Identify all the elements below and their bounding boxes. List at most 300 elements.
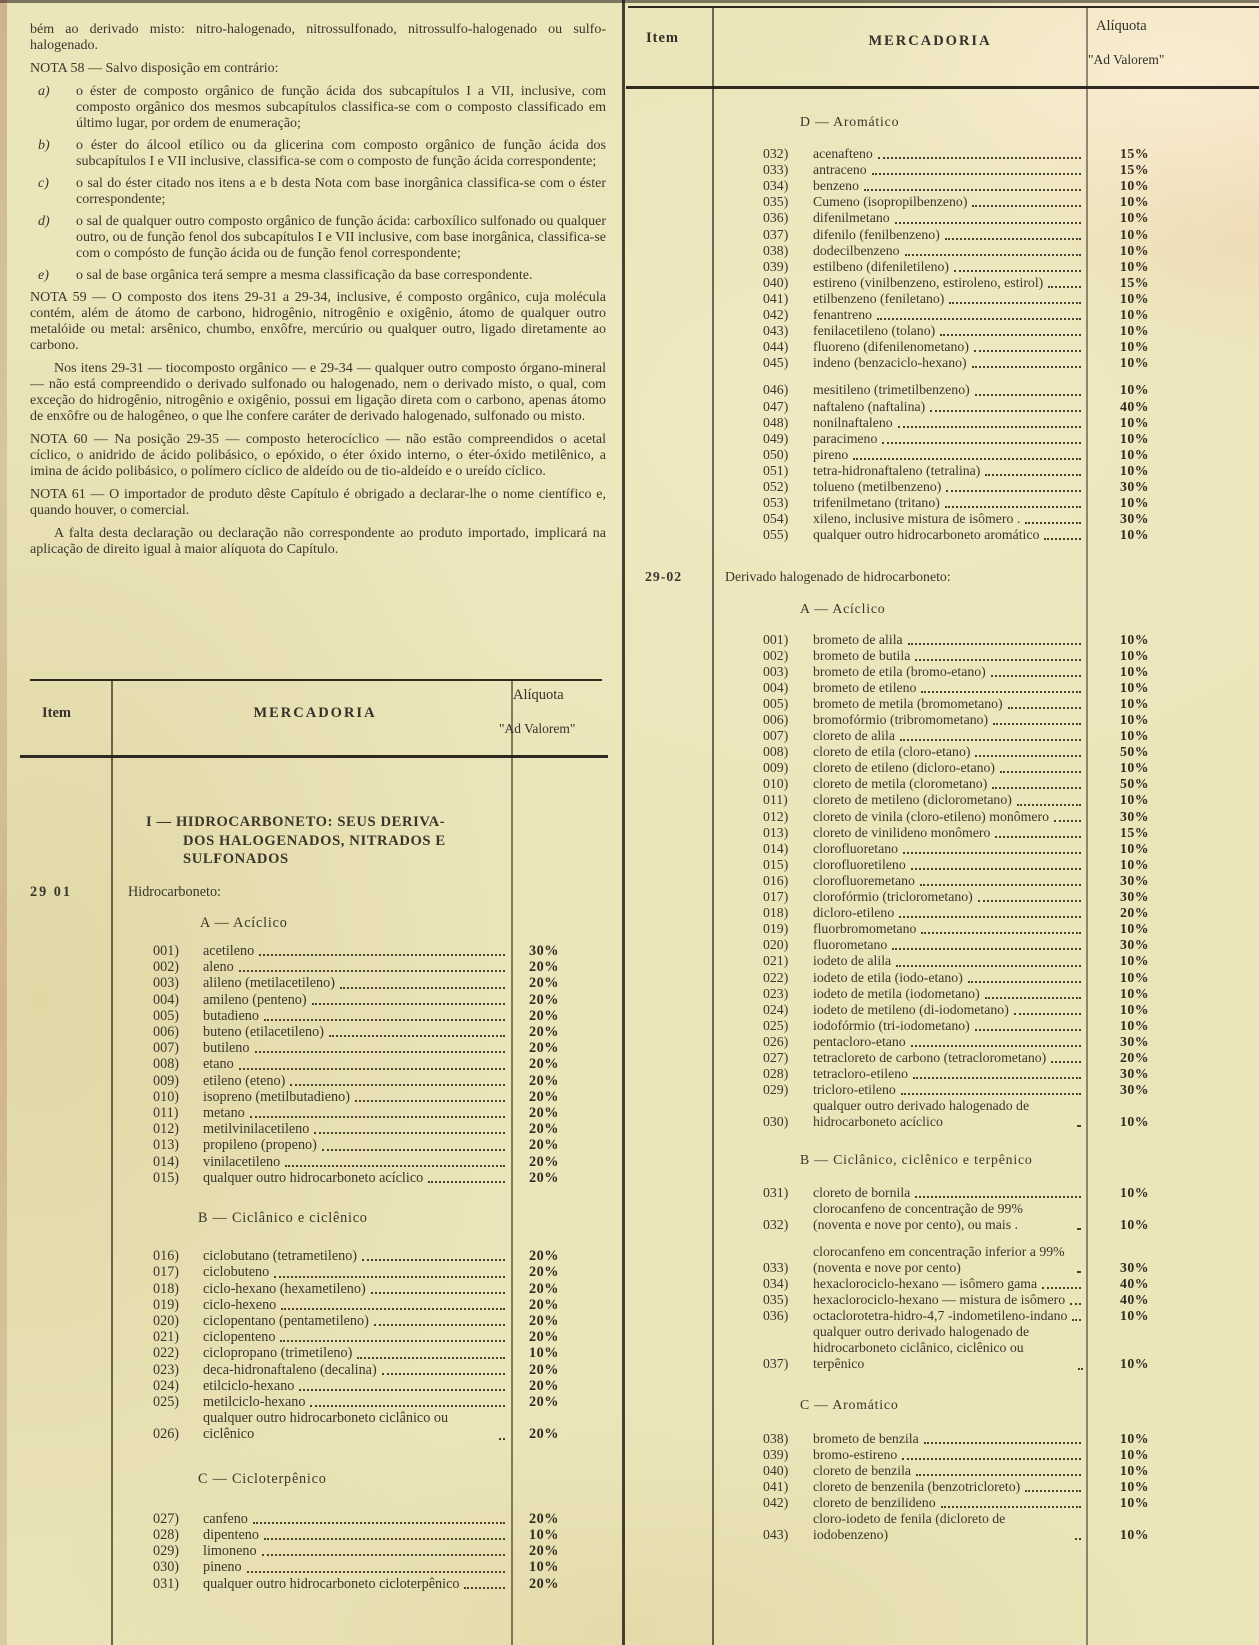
item-label: propileno (propeno)	[203, 1137, 317, 1154]
dotted-leader	[945, 506, 1081, 508]
table-row	[725, 479, 1252, 495]
table-row	[128, 1394, 606, 1410]
item-rate: 20%	[529, 1296, 559, 1313]
item-number: 017)	[153, 1264, 180, 1281]
dotted-leader	[382, 1373, 505, 1375]
item-rate: 20%	[529, 1543, 559, 1560]
item-number: 041)	[763, 1478, 789, 1494]
table-row	[725, 776, 1252, 792]
note-58-heading: NOTA 58 — Salvo disposição em contrário:	[30, 61, 279, 76]
dotted-leader	[972, 205, 1081, 207]
item-number: 002)	[153, 959, 180, 976]
dotted-leader	[499, 1438, 505, 1440]
item-number: 011)	[153, 1104, 179, 1121]
item-label: brometo de benzila	[813, 1430, 919, 1446]
item-label: ciclobuteno	[203, 1264, 270, 1281]
item-label: nonilnaftaleno	[813, 414, 893, 430]
right-table-body	[645, 96, 1252, 1543]
item-label: qualquer outro hidrocarboneto ciclânico ou ciclênico	[203, 1410, 449, 1443]
page-left-edge	[0, 0, 7, 1645]
dotted-leader	[1054, 820, 1081, 822]
item-number: 003)	[763, 663, 789, 679]
item-rate: 10%	[1120, 1114, 1150, 1130]
item-label: pineno	[203, 1559, 242, 1576]
item-number: 007)	[763, 728, 789, 744]
dotted-leader	[274, 1276, 505, 1278]
item-number: 018)	[153, 1280, 180, 1297]
item-rate: 10%	[1120, 728, 1150, 744]
table-row	[725, 1495, 1252, 1511]
table-row	[128, 1559, 606, 1575]
item-number: 025)	[153, 1393, 180, 1410]
table-row	[128, 1313, 606, 1329]
item-label: ciclopenteno	[203, 1329, 276, 1346]
item-rate: 40%	[1120, 1292, 1150, 1308]
item-label: limoneno	[203, 1543, 257, 1560]
item-number: 033)	[763, 162, 789, 178]
table-row	[725, 937, 1252, 953]
group-heading: B — Ciclânico, ciclênico e terpênico	[800, 1152, 1033, 1168]
table-row	[725, 696, 1252, 712]
right-header-ad-valorem: "Ad Valorem"	[1088, 52, 1165, 67]
table-row	[725, 1201, 1252, 1233]
item-label: cloreto de benzilideno	[813, 1495, 936, 1511]
item-number: 012)	[153, 1121, 180, 1138]
item-label: clorofluoremetano	[813, 872, 915, 888]
group-heading: C — Cicloterpênico	[198, 1470, 327, 1487]
dotted-leader	[974, 350, 1081, 352]
item-number: 009)	[763, 760, 789, 776]
item-rate: 10%	[1120, 953, 1150, 969]
dotted-leader	[915, 1196, 1081, 1198]
item-rate: 20%	[529, 1169, 559, 1186]
item-label: estireno (vinilbenzeno, estiroleno, estirol)	[813, 274, 1044, 290]
dotted-leader	[264, 1019, 505, 1021]
item-rate: 10%	[1120, 462, 1150, 478]
item-rate: 30%	[1120, 937, 1150, 953]
section-title-line: SULFONADOS	[183, 851, 289, 867]
table-row	[128, 1543, 606, 1559]
item-label: antraceno	[813, 162, 867, 178]
table-row	[128, 1410, 606, 1442]
table-row	[725, 210, 1252, 226]
position-title: Derivado halogenado de hidrocarboneto:	[725, 569, 951, 585]
item-label: cloreto de vinilideno monômero	[813, 824, 991, 840]
dotted-leader	[877, 318, 1081, 320]
table-row	[725, 227, 1252, 243]
table-row	[725, 1098, 1252, 1130]
item-number: 033)	[763, 1259, 789, 1275]
item-number: 030)	[763, 1114, 789, 1130]
table-row	[725, 146, 1252, 162]
left-table-top-rule	[30, 679, 602, 681]
item-number: 044)	[763, 339, 789, 355]
table-row	[725, 1431, 1252, 1447]
dotted-leader	[972, 366, 1081, 368]
item-label: difenilo (fenilbenzeno)	[813, 226, 940, 242]
item-rate: 10%	[1120, 1216, 1150, 1232]
dotted-leader	[892, 948, 1081, 950]
table-row	[128, 992, 606, 1008]
item-label: indeno (benzaciclo-hexano)	[813, 355, 967, 371]
dotted-leader	[322, 1149, 505, 1151]
item-number: 016)	[153, 1248, 180, 1265]
item-number: 040)	[763, 274, 789, 290]
dotted-leader	[882, 442, 1081, 444]
item-number: 043)	[763, 323, 789, 339]
dotted-leader	[968, 981, 1081, 983]
item-rate: 10%	[1120, 1495, 1150, 1511]
table-row	[725, 259, 1252, 275]
item-number: 050)	[763, 446, 789, 462]
item-rate: 10%	[1120, 921, 1150, 937]
note-58-item-c	[30, 176, 606, 208]
table-row	[725, 323, 1252, 339]
table-row	[128, 1121, 606, 1137]
item-label: dodecilbenzeno	[813, 242, 900, 258]
table-row	[128, 1329, 606, 1345]
item-number: 039)	[763, 258, 789, 274]
item-rate: 10%	[1120, 792, 1150, 808]
item-rate: 10%	[1120, 712, 1150, 727]
list-text: o éster do álcool etílico ou da glicerina com composto orgânico de função ácida dos subcapítulos I e VII inclusive, classifica-se com o composto de função ácida correspondente;	[76, 138, 606, 169]
table-row	[725, 1308, 1252, 1324]
item-rate: 20%	[529, 1153, 559, 1170]
item-number: 041)	[763, 290, 789, 306]
item-rate: 20%	[529, 991, 559, 1008]
table-row	[725, 1324, 1252, 1372]
dotted-leader	[903, 852, 1081, 854]
item-number: 049)	[763, 430, 789, 446]
position-code: 29-02	[645, 569, 683, 585]
dotted-leader	[975, 394, 1081, 396]
item-number: 017)	[763, 889, 789, 905]
item-label: hexaclorociclo-hexano — mistura de isômero	[813, 1292, 1066, 1308]
item-number: 001)	[763, 631, 789, 647]
item-rate: 10%	[529, 1527, 559, 1543]
group-heading: C — Aromático	[800, 1396, 899, 1412]
section-title	[146, 813, 606, 869]
item-rate: 10%	[1120, 307, 1150, 323]
item-label: bromo-estireno	[813, 1446, 898, 1462]
item-rate: 15%	[1120, 162, 1150, 178]
table-row	[725, 527, 1252, 543]
position-code-row	[645, 569, 1252, 585]
item-label: clorocanfeno de concentração de 99% (noventa e nove por cento), ou mais .	[813, 1200, 1023, 1232]
table-row	[128, 1297, 606, 1313]
item-rate: 10%	[1120, 242, 1150, 258]
item-rate: 20%	[529, 1510, 559, 1527]
item-number: 004)	[153, 991, 180, 1008]
dotted-leader	[340, 987, 505, 989]
dotted-leader	[310, 1405, 505, 1407]
dotted-leader	[913, 1077, 1081, 1079]
item-number: 051)	[763, 462, 789, 478]
dotted-leader	[921, 691, 1081, 693]
item-number: 027)	[763, 1049, 789, 1065]
item-rate: 10%	[1120, 1527, 1150, 1543]
item-rate: 20%	[529, 1575, 559, 1592]
dotted-leader	[1025, 522, 1081, 524]
left-header-ad-valorem: "Ad Valorem"	[499, 721, 576, 736]
item-rate: 20%	[1120, 905, 1150, 921]
table-row	[725, 792, 1252, 808]
table-row	[725, 1244, 1252, 1276]
item-rate: 10%	[1120, 194, 1150, 210]
item-number: 004)	[763, 679, 789, 695]
item-rate: 10%	[1120, 258, 1150, 274]
note-58-item-a	[30, 84, 606, 132]
item-number: 010)	[153, 1088, 180, 1105]
right-header-mercadoria: MERCADORIA	[868, 33, 992, 49]
item-rate: 20%	[529, 959, 559, 976]
table-row	[725, 1185, 1252, 1201]
item-rate: 10%	[1120, 1184, 1150, 1200]
item-number: 014)	[153, 1153, 180, 1170]
item-label: Cumeno (isopropilbenzeno)	[813, 194, 968, 210]
item-number: 019)	[153, 1296, 180, 1313]
item-number: 018)	[763, 905, 789, 921]
table-row	[725, 986, 1252, 1002]
item-number: 024)	[763, 1001, 789, 1017]
dotted-leader	[1048, 286, 1081, 288]
dotted-leader	[946, 490, 1081, 492]
list-text: o sal do éster citado nos itens a e b desta Nota com base inorgânica classifica-se com o éster correspondente;	[76, 176, 606, 207]
item-number: 028)	[153, 1527, 180, 1543]
table-row	[725, 1082, 1252, 1098]
item-number: 054)	[763, 511, 789, 527]
item-rate: 20%	[529, 1137, 559, 1154]
item-rate: 20%	[529, 1040, 559, 1057]
item-number: 027)	[153, 1510, 180, 1527]
item-number: 020)	[763, 937, 789, 953]
table-row	[725, 399, 1252, 415]
item-number: 028)	[763, 1066, 789, 1082]
dotted-leader	[374, 1324, 505, 1326]
item-rate: 20%	[529, 1072, 559, 1089]
item-number: 013)	[763, 824, 789, 840]
item-rate: 10%	[1120, 679, 1150, 695]
item-rate: 30%	[1120, 1066, 1150, 1082]
table-row	[725, 355, 1252, 371]
table-row	[725, 1066, 1252, 1082]
dotted-leader	[371, 1292, 505, 1294]
section-title-line: DOS HALOGENADOS, NITRADOS E	[183, 832, 446, 849]
item-number: 008)	[153, 1056, 180, 1073]
dotted-leader	[915, 659, 1081, 661]
item-label: ciclo-hexeno	[203, 1296, 277, 1313]
item-number: 030)	[153, 1559, 180, 1576]
item-label: etilciclo-hexano	[203, 1377, 295, 1394]
item-label: tetra-hidronaftaleno (tetralina)	[813, 462, 981, 478]
table-row	[128, 1056, 606, 1072]
table-row	[128, 1008, 606, 1024]
item-label: cloreto de benzenila (benzotricloreto)	[813, 1478, 1021, 1494]
right-header-item: Item	[646, 30, 679, 46]
item-label: hexaclorociclo-hexano — isômero gama	[813, 1276, 1038, 1291]
item-rate: 10%	[1120, 1001, 1150, 1017]
item-label: metano	[203, 1104, 245, 1121]
item-number: 009)	[153, 1072, 180, 1089]
dotted-leader	[1078, 1368, 1081, 1370]
table-row	[725, 712, 1252, 728]
dotted-leader	[285, 1165, 505, 1167]
list-label: a)	[38, 84, 50, 99]
item-label: qualquer outro hidrocarboneto cicloterpênico	[203, 1575, 460, 1592]
item-number: 015)	[763, 856, 789, 872]
item-label: dicloro-etileno	[813, 905, 895, 921]
position-code: 29 01	[30, 883, 72, 900]
dotted-leader	[1077, 1125, 1081, 1127]
table-row	[128, 1170, 606, 1186]
note-58-item-b	[30, 138, 606, 170]
item-rate: 10%	[1120, 840, 1150, 856]
item-label: cloro-iodeto de fenila (dicloreto de iodobenzeno)	[813, 1511, 1006, 1543]
item-label: qualquer outro derivado halogenado de hidrocarboneto acíclico	[813, 1098, 1030, 1130]
item-rate: 10%	[1120, 382, 1150, 398]
table-row	[128, 1576, 606, 1592]
table-row	[725, 339, 1252, 355]
table-row	[725, 1479, 1252, 1495]
item-rate: 10%	[1120, 446, 1150, 462]
dotted-leader	[911, 868, 1081, 870]
note-59-paragraph-1: NOTA 59 — O composto dos itens 29-31 a 29-34, inclusive, é composto orgânico, cuja molécula contém, além de átomo de carbono, hidrogênio, nitrogênio e oxigênio, átomo de qualquer outro metalóide ou metal: arsênico, chumbo, enxôfre, mercúrio ou qualquer outro, ligado diretamente ao carbono.	[30, 290, 606, 353]
item-number: 038)	[763, 1430, 789, 1446]
dotted-leader	[1051, 1061, 1081, 1063]
dotted-leader	[985, 474, 1081, 476]
item-label: bromofórmio (tribromometano)	[813, 712, 989, 727]
position-title: Hidrocarboneto:	[128, 883, 221, 900]
item-label: etilbenzeno (feniletano)	[813, 290, 945, 306]
dotted-leader	[924, 1442, 1081, 1444]
list-text: o sal de qualquer outro composto orgânico de função ácida: carboxílico sulfonado ou qualquer outro, ou de função fenol dos subcapítulos I e VII inclusive, com base inorgânica, classifica-se com o compósto de função ácida ou de função fenol correspondente;	[76, 214, 606, 261]
item-label: iodeto de etila (iodo-etano)	[813, 969, 963, 985]
list-label: c)	[38, 176, 49, 191]
item-rate: 10%	[1120, 1446, 1150, 1462]
dotted-leader	[255, 1051, 506, 1053]
dotted-leader	[985, 997, 1081, 999]
item-rate: 30%	[1120, 1082, 1150, 1098]
dotted-leader	[1075, 1538, 1081, 1540]
item-rate: 10%	[1120, 1430, 1150, 1446]
item-rate: 40%	[1120, 398, 1150, 414]
item-label: butadieno	[203, 1007, 259, 1024]
table-row	[725, 809, 1252, 825]
table-row	[725, 664, 1252, 680]
item-label: cloreto de alila	[813, 728, 895, 744]
item-number: 036)	[763, 210, 789, 226]
table-row	[128, 1281, 606, 1297]
item-label: pentacloro-etano	[813, 1033, 906, 1049]
item-label: etano	[203, 1056, 234, 1073]
item-rate: 20%	[529, 1426, 559, 1443]
dotted-leader	[1044, 538, 1081, 540]
dotted-leader	[902, 1458, 1081, 1460]
note-59-paragraph-2: Nos itens 29-31 — tiocomposto orgânico — e 29-34 — qualquer outro composto órgano-mineral — não está compreendido o derivado sulfonado ou halogenado, nem o derivado misto, o qual, com exceção do hidrogênio, nitrogênio e oxigênio, possui em ligação direta com o carbono, apenas átomo de enxôfre ou de halogêneo, o que lhe confere caráter de derivado halogenado, sulfonado ou misto.	[30, 361, 606, 424]
table-row	[725, 194, 1252, 210]
page-top-edge	[0, 0, 1259, 3]
dotted-leader	[995, 836, 1081, 838]
item-number: 055)	[763, 527, 789, 543]
table-row	[128, 1362, 606, 1378]
item-rate: 30%	[1120, 808, 1150, 824]
dotted-leader	[239, 970, 505, 972]
item-number: 025)	[763, 1017, 789, 1033]
item-label: benzeno	[813, 178, 859, 194]
table-row	[725, 243, 1252, 259]
item-rate: 10%	[1120, 985, 1150, 1001]
dotted-leader	[1000, 771, 1081, 773]
item-label: cloreto de etileno (dicloro-etano)	[813, 760, 995, 776]
dotted-leader	[362, 1259, 505, 1261]
item-rate: 10%	[1120, 647, 1150, 663]
item-number: 022)	[763, 969, 789, 985]
table-row	[128, 1527, 606, 1543]
dotted-leader	[921, 932, 1081, 934]
item-rate: 10%	[1120, 969, 1150, 985]
item-rate: 50%	[1120, 776, 1150, 792]
item-rate: 30%	[1120, 872, 1150, 888]
item-number: 001)	[153, 942, 180, 959]
table-row	[725, 921, 1252, 937]
note-61-paragraph-1: NOTA 61 — O importador de produto dêste Capítulo é obrigado a declarar-lhe o nome científico e, quando houver, o comercial.	[30, 487, 606, 518]
item-label: clorocanfeno em concentração inferior a 99% (noventa e nove por cento)	[813, 1243, 1065, 1275]
left-header-mercadoria: MERCADORIA	[253, 705, 377, 721]
table-row	[725, 275, 1252, 291]
dotted-leader	[991, 675, 1081, 677]
table-row	[128, 1378, 606, 1394]
item-label: dipenteno	[203, 1527, 259, 1543]
item-rate: 10%	[1120, 495, 1150, 511]
item-label: acetileno	[203, 942, 255, 959]
table-row	[725, 1002, 1252, 1018]
dotted-leader	[872, 173, 1081, 175]
table-row	[725, 889, 1252, 905]
item-number: 047)	[763, 398, 789, 414]
item-label: brometo de etila (bromo-etano)	[813, 663, 986, 679]
table-row	[725, 648, 1252, 664]
item-number: 019)	[763, 921, 789, 937]
item-rate: 20%	[529, 1264, 559, 1281]
position-code-row	[30, 883, 606, 900]
item-label: difenilmetano	[813, 210, 890, 226]
dotted-leader	[314, 1132, 505, 1134]
dotted-leader	[1008, 707, 1081, 709]
item-label: qualquer outro hidrocarboneto acíclico	[203, 1169, 424, 1186]
item-rate: 20%	[529, 1377, 559, 1394]
dotted-leader	[975, 755, 1081, 757]
item-label: fluorometano	[813, 937, 888, 953]
table-row	[725, 1292, 1252, 1308]
item-rate: 15%	[1120, 824, 1150, 840]
item-number: 023)	[153, 1361, 180, 1378]
item-number: 031)	[153, 1575, 180, 1592]
item-label: estilbeno (difeniletileno)	[813, 258, 950, 274]
item-rate: 20%	[529, 1329, 559, 1346]
item-label: cloreto de benzila	[813, 1462, 912, 1478]
dotted-leader	[993, 723, 1081, 725]
table-row	[128, 1154, 606, 1170]
item-number: 006)	[153, 1023, 180, 1040]
item-rate: 20%	[529, 1121, 559, 1138]
notes-column	[30, 22, 606, 565]
item-rate: 20%	[529, 1393, 559, 1410]
item-label: canfeno	[203, 1510, 248, 1527]
dotted-leader	[253, 1522, 505, 1524]
table-row	[128, 1264, 606, 1280]
item-number: 038)	[763, 242, 789, 258]
item-label: vinilacetileno	[203, 1153, 281, 1170]
